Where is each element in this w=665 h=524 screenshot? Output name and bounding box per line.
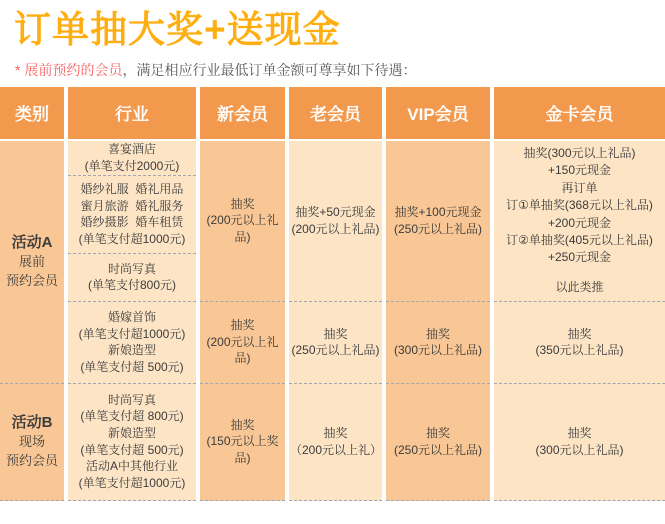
reward-a1-gold-line1: 抽奖(300元以上礼品) — [523, 146, 636, 161]
industry-a3-line1: 时尚写真 — [107, 261, 156, 276]
reward-a1-vip-line2: (250元以上礼品) — [393, 221, 482, 236]
category-a-line3: 预约会员 — [5, 273, 58, 289]
reward-b-gold-line1: 抽奖 — [567, 426, 592, 441]
cell-reward-a2-gold — [494, 302, 665, 384]
industry-b-line3: 新娘造型 — [107, 426, 156, 441]
cell-reward-a2-new — [200, 302, 285, 384]
industry-a4-line3: 新娘造型 — [107, 343, 156, 358]
reward-b-gold-line2: (300元以上礼品) — [535, 442, 624, 457]
reward-a1-gold-line5: +200元现金 — [547, 215, 612, 230]
reward-b-old-line2: （200元以上礼） — [290, 442, 383, 457]
industry-a1-line2: (单笔支付2000元) — [84, 158, 180, 173]
cell-industry-activity-b — [68, 384, 196, 501]
reward-b-vip-line1: 抽奖 — [425, 426, 450, 441]
reward-a1-gold-line3: 再订单 — [561, 180, 598, 195]
category-a-line2: 展前 — [18, 254, 45, 270]
header-old-member: 老会员 — [289, 87, 382, 139]
note-rest: ，满足相应行业最低订单金额可尊享如下待遇： — [122, 62, 417, 79]
reward-a1-new-line2: (200元以上礼品) — [206, 213, 279, 244]
cell-reward-b-gold — [494, 384, 665, 501]
cell-industry-wedding-group — [68, 176, 196, 254]
cell-category-activity-b — [0, 384, 64, 501]
reward-a2-new-line2: (200元以上礼品) — [206, 334, 279, 366]
note-asterisk: * — [15, 62, 21, 79]
cell-reward-a1-old — [289, 141, 382, 302]
cell-reward-b-vip — [386, 384, 490, 501]
industry-a4-line2: (单笔支付超1000元) — [78, 326, 186, 341]
table-body — [0, 141, 665, 501]
cell-reward-b-new — [200, 384, 285, 501]
cell-reward-b-old — [289, 384, 382, 501]
category-b-name: 活动B — [11, 414, 53, 432]
reward-a1-vip-line1: 抽奖+100元现金 — [394, 205, 482, 220]
category-b-line2: 现场 — [18, 434, 45, 450]
cell-reward-a2-old — [289, 302, 382, 384]
industry-a4-line4: (单笔支付超 500元) — [80, 359, 184, 374]
cell-industry-banquet-hotel — [68, 141, 196, 176]
cell-reward-a1-gold — [494, 141, 665, 302]
note-highlight: 展前预约的会员 — [24, 62, 123, 79]
industry-b-line6: (单笔支付超1000元) — [78, 475, 186, 490]
reward-a2-old-line2: (250元以上礼品) — [291, 343, 380, 358]
header-category: 类别 — [0, 87, 64, 139]
reward-a1-gold-footer: 以此类推 — [555, 279, 604, 294]
reward-b-old-line1: 抽奖 — [323, 426, 348, 441]
industry-a1-line1: 喜宴酒店 — [107, 142, 156, 157]
cell-industry-jewelry-styling — [68, 302, 196, 384]
cell-reward-a2-vip — [386, 302, 490, 384]
note-line — [15, 61, 665, 79]
reward-a2-gold-line2: (350元以上礼品) — [535, 343, 624, 358]
reward-b-vip-line2: (250元以上礼品) — [393, 442, 482, 457]
reward-a2-vip-line1: 抽奖 — [425, 326, 450, 341]
reward-a2-gold-line1: 抽奖 — [567, 326, 592, 341]
reward-a2-old-line1: 抽奖 — [323, 326, 348, 341]
header-vip-member: VIP会员 — [386, 87, 490, 139]
reward-b-new-line2: (150元以上奖品) — [206, 434, 279, 465]
reward-b-new-line1: 抽奖 — [230, 417, 255, 432]
reward-a2-new-line1: 抽奖 — [230, 318, 255, 333]
header-new-member: 新会员 — [200, 87, 285, 139]
reward-a1-gold-line4: 订①单抽奖(368元以上礼品) — [506, 198, 653, 213]
reward-a1-old-line1: 抽奖+50元现金 — [295, 205, 376, 220]
industry-b-line1: 时尚写真 — [107, 392, 156, 407]
cell-reward-a1-new — [200, 141, 285, 302]
reward-a2-vip-line2: (300元以上礼品) — [393, 343, 482, 358]
industry-a4-line1: 婚嫁首饰 — [107, 309, 156, 324]
reward-a1-gold-line6: 订②单抽奖(405元以上礼品) — [506, 232, 653, 247]
industry-a2-line2: 蜜月旅游 婚礼服务 — [80, 198, 184, 213]
cell-industry-fashion-photo — [68, 254, 196, 302]
page-title: 订单抽大奖+送现金 — [14, 9, 341, 50]
table-header-row — [0, 87, 665, 139]
header-industry: 行业 — [68, 87, 196, 139]
industry-a3-line2: (单笔支付800元) — [87, 278, 176, 293]
category-a-name: 活动A — [11, 234, 53, 252]
industry-b-line5: 活动A中其他行业 — [85, 459, 178, 474]
category-b-line3: 预约会员 — [5, 453, 58, 469]
promo-page — [0, 8, 665, 524]
header-gold-member: 金卡会员 — [494, 87, 665, 139]
reward-a1-old-line2: (200元以上礼品) — [291, 221, 380, 236]
reward-a1-gold-line2: +150元现金 — [547, 163, 612, 178]
reward-a1-gold-line7: +250元现金 — [547, 250, 612, 265]
industry-a2-line3: 婚纱摄影 婚车租赁 — [80, 215, 184, 230]
reward-a1-new-line1: 抽奖 — [230, 196, 255, 211]
industry-a2-line4: (单笔支付超1000元) — [78, 231, 186, 246]
industry-a2-line1: 婚纱礼服 婚礼用品 — [80, 181, 184, 196]
industry-b-line2: (单笔支付超 800元) — [80, 409, 184, 424]
cell-category-activity-a — [0, 141, 64, 384]
cell-reward-a1-vip — [386, 141, 490, 302]
industry-b-line4: (单笔支付超 500元) — [80, 442, 184, 457]
